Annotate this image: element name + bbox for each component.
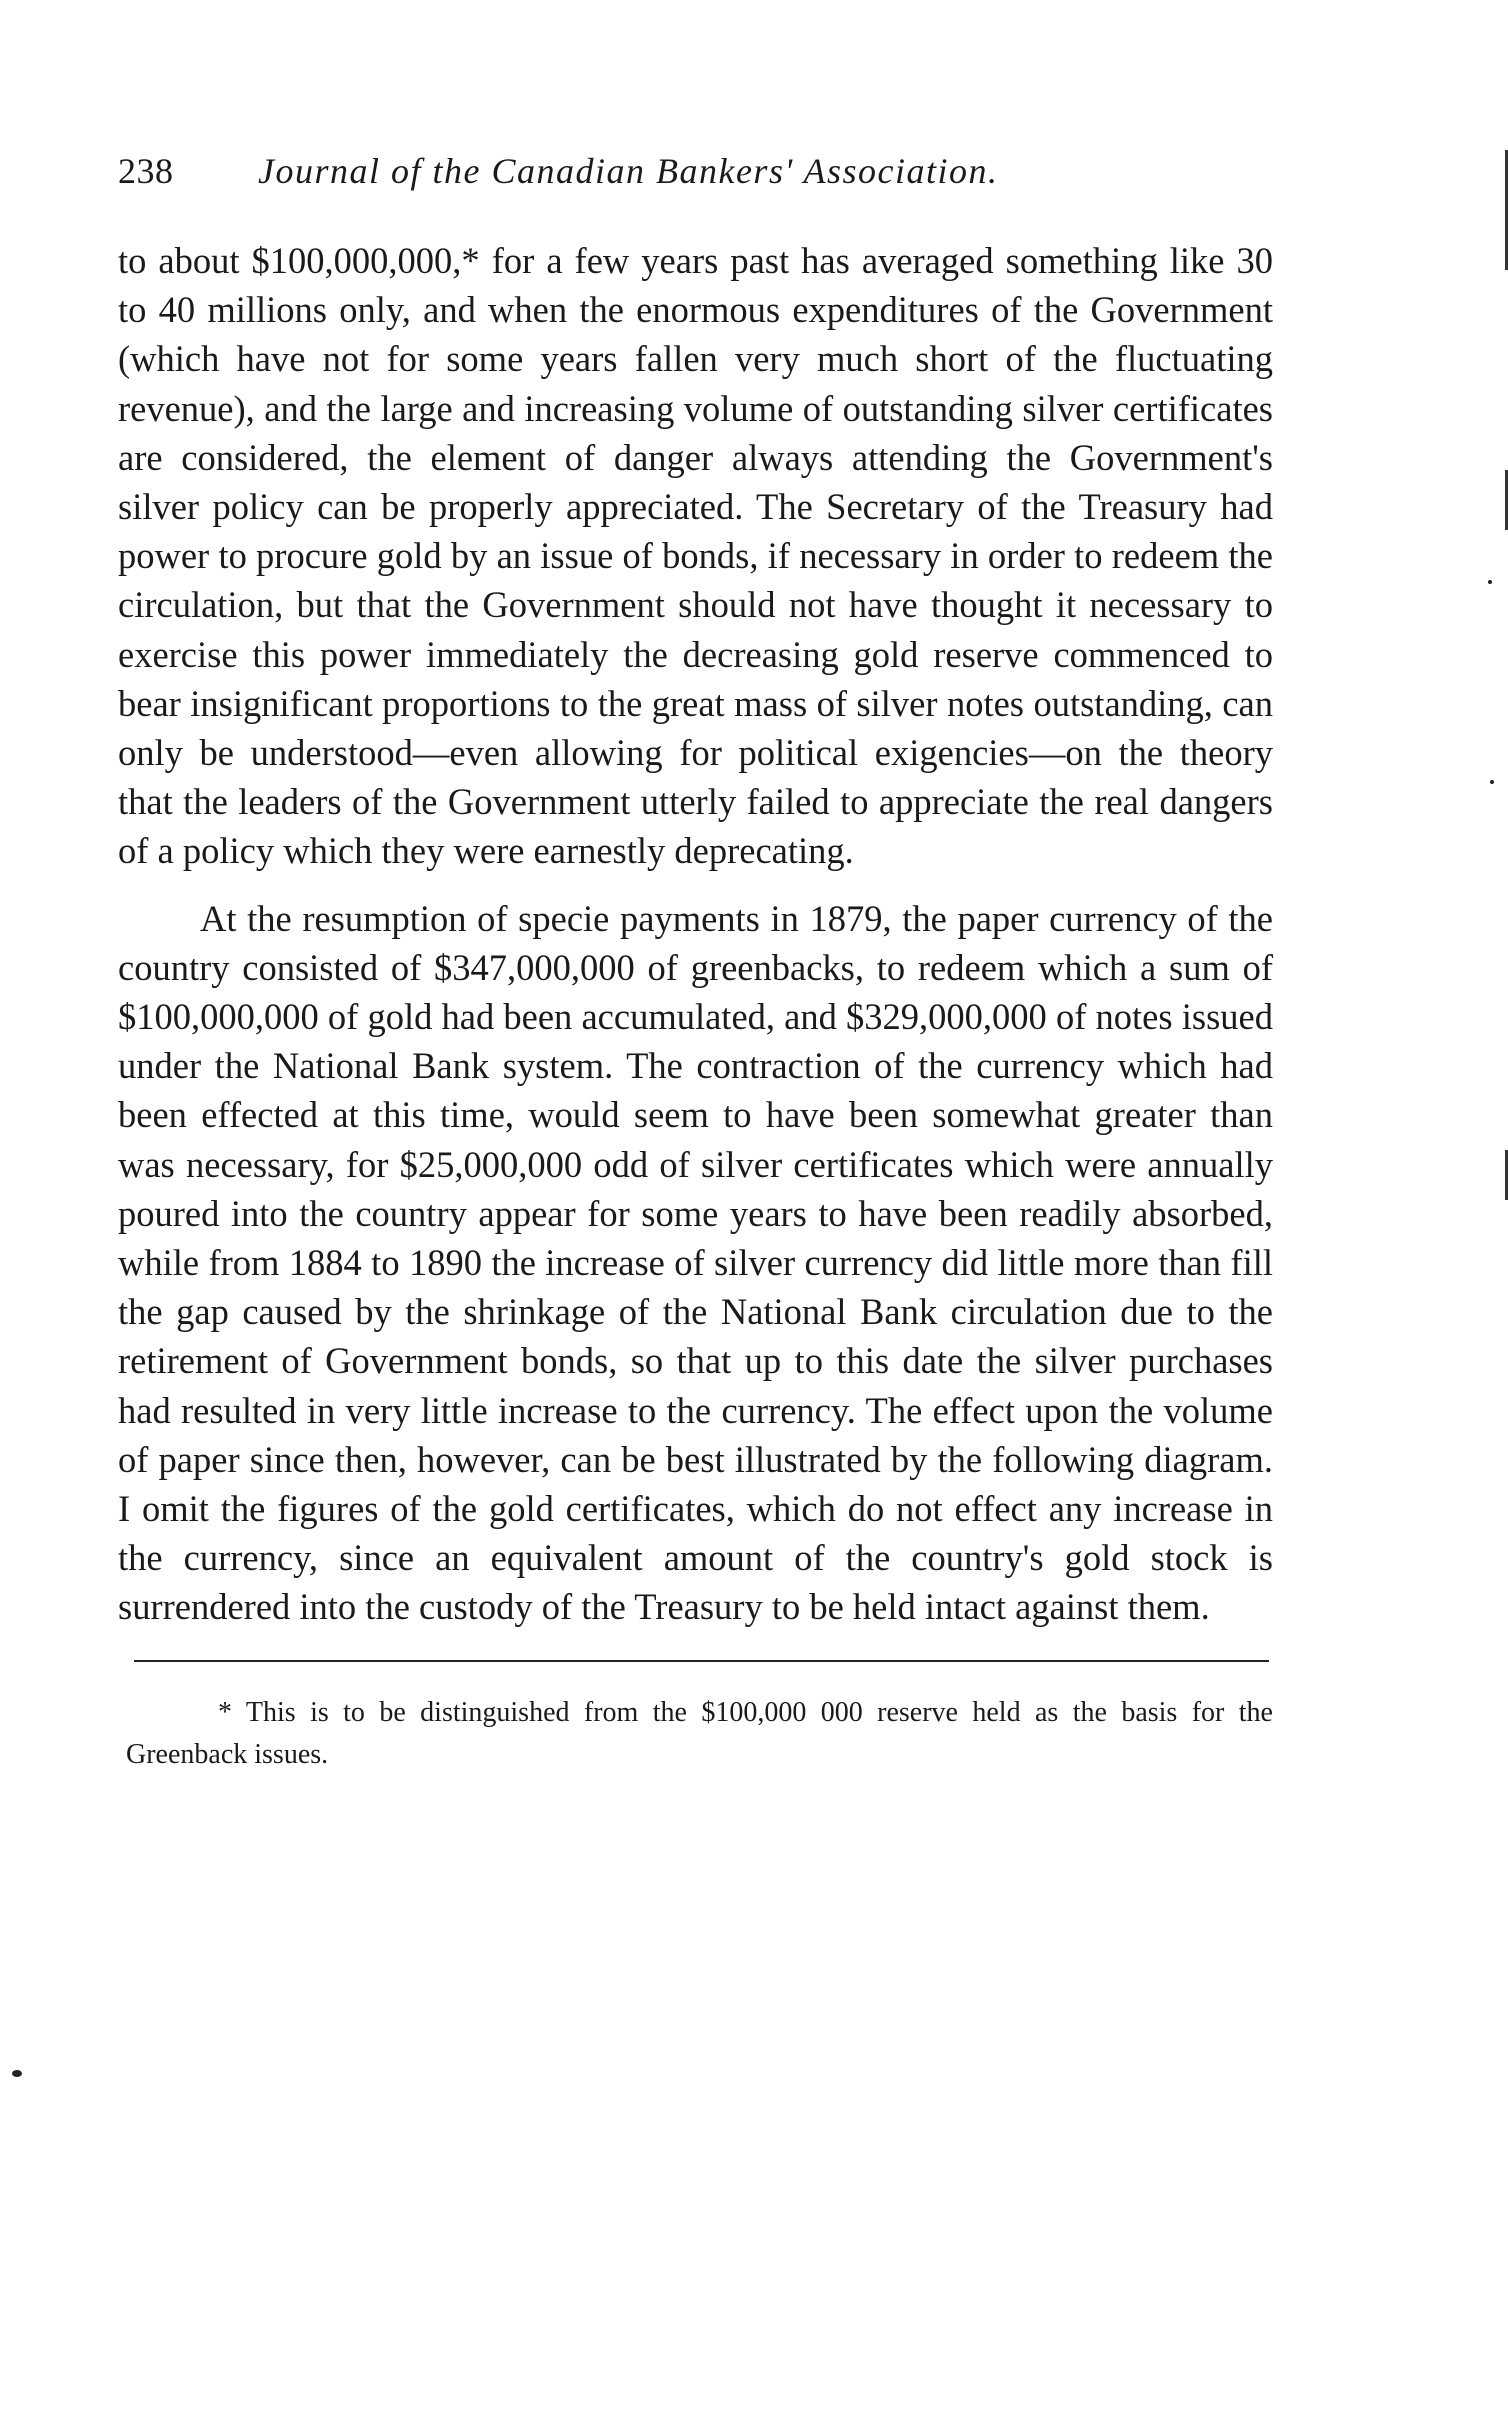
body-paragraph-2: At the resumption of specie payments in 1879, the paper currency of the country consisted of $347,000,000 of greenbacks, to redeem which a sum of $100,000,000 of gold had been accumulated, and $329,000,000 of notes issued under the National Bank system. The contraction of the currency which had been effected at this time, would seem to have been somewhat greater than was necessary, for $25,000,000 odd of silver certificates which were annually poured into the country appear for some years to have been readily absorbed, while from 1884 to 1890 the increase of silver currency did little more than fill the gap caused by the shrinkage of the National Bank circulation due to the retirement of Government bonds, so that up to this date the silver purchases had resulted in very little increase to the currency. The effect upon the volume of paper since then, however, can be best illustrated by the following diagram. I omit the figures of the gold certificates, which do not effect any increase in the currency, since an equivalent amount of the country's gold stock is surrendered into the custody of the Treasury to be held intact against them. — [118, 897, 1273, 1628]
footnote: * This is to be distinguished from the $100,000 000 reserve held as the basis for the Greenback issues. — [126, 1696, 1273, 1770]
scan-speck — [12, 2070, 22, 2077]
body-paragraph-1: to about $100,000,000,* for a few years past has averaged something like 30 to 40 millions only, and when the enormous expenditures of the Government (which have not for some years fallen very much short of the fluctuating revenue), and the large and increasing volume of outstanding silver certificates are considered, the element of danger always attending the Government's silver policy can be properly appreciated. The Secretary of the Treasury had power to procure gold by an issue of bonds, if necessary in order to redeem the circulation, but that the Government should not have thought it necessary to exercise this power immediately the decreasing gold reserve commenced to bear insignificant proportions to the great mass of silver notes outstanding, can only be understood—even allowing for political exigencies—on the theory that the leaders of the Government utterly failed to appreciate the real dangers of a policy which they were earnestly deprecating. — [118, 240, 1273, 872]
journal-title: Journal of the Canadian Bankers' Association. — [258, 151, 999, 191]
scan-speck — [1488, 580, 1492, 584]
footnote-separator — [134, 1660, 1269, 1662]
scan-speck — [1490, 780, 1494, 784]
page-number: 238 — [118, 151, 174, 191]
running-head — [118, 150, 1273, 210]
book-page — [118, 150, 1273, 1804]
